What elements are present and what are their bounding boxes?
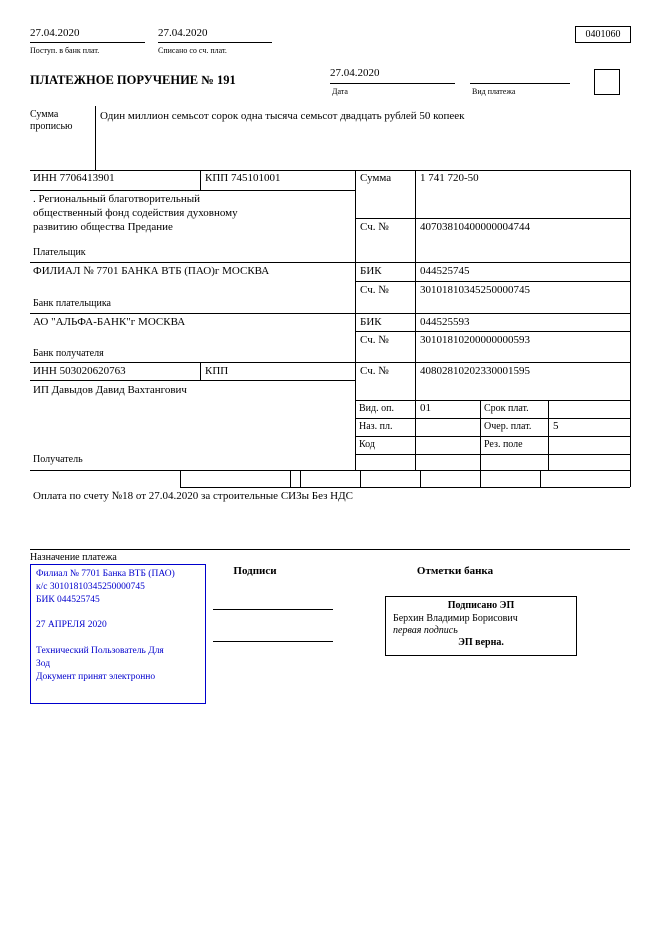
payer-bank-account-label: Сч. № [360,284,389,296]
beneficiary-bank-account-label: Сч. № [360,334,389,346]
payment-kind-label: Вид платежа [472,87,516,96]
purpose-text: Оплата по счету №18 от 27.04.2020 за строительные СИЗы Без НДС [33,490,353,502]
document-date-field: 27.04.2020 [330,67,455,84]
divider [30,190,355,191]
signature-line [213,609,333,610]
rez-pole-label: Рез. поле [484,439,523,450]
divider [355,331,630,332]
ocher-plat-value: 5 [553,420,559,432]
bank-stamp-line: к/с 30101810345250000745 [36,581,145,592]
divider [480,470,481,487]
divider [200,170,201,190]
kod-label: Код [359,439,375,450]
payer-section-label: Плательщик [33,247,86,258]
signature-line [213,641,333,642]
received-date-field: 27.04.2020 [30,27,145,43]
debited-date-field: 27.04.2020 [158,27,272,43]
amount-words-label-line1: Сумма [30,109,59,120]
divider [420,470,421,487]
divider [480,400,481,470]
payer-account: 40703810400000004744 [420,221,530,233]
ocher-plat-label: Очер. плат. [484,421,532,432]
document-title: ПЛАТЕЖНОЕ ПОРУЧЕНИЕ № 191 [30,73,236,87]
vid-op-value: 01 [420,402,431,414]
divider [540,470,541,487]
purpose-label: Назначение платежа [30,552,117,563]
payer-account-label: Сч. № [360,221,389,233]
amount-value: 1 741 720-50 [420,172,479,184]
bank-stamp-date: 27 АПРЕЛЯ 2020 [36,620,107,631]
beneficiary-bank-bik-label: БИК [360,316,382,328]
payer-status-box [594,69,620,95]
payer-bank-section-label: Банк плательщика [33,298,111,309]
amount-in-words-value: Один миллион семьсот сорок одна тысяча семьсот двадцать рублей 50 копеек [100,110,465,122]
amount-label: Сумма [360,172,392,184]
amount-words-label [30,109,92,133]
divider [360,470,361,487]
divider [355,436,630,437]
bank-stamp-box [30,564,206,704]
debited-date-label: Списано со сч. плат. [158,46,227,55]
divider [180,487,630,488]
beneficiary-inn: ИНН 503020620763 [33,365,126,377]
divider [290,470,291,487]
divider [355,454,630,455]
payer-kpp: КПП 745101001 [205,172,281,184]
ep-stamp-note: первая подпись [393,625,458,636]
divider [30,362,630,363]
divider [300,470,301,487]
form-code-box: 0401060 [575,26,631,43]
bank-stamp-line: Филиал № 7701 Банка ВТБ (ПАО) [36,569,175,579]
signatures-title: Подписи [233,565,277,577]
divider [355,170,356,470]
payer-bank-account: 30101810345250000745 [420,284,530,296]
payment-kind-field [470,67,570,84]
payer-bank-bik-label: БИК [360,265,382,277]
divider [548,400,549,470]
beneficiary-name: ИП Давыдов Давид Вахтангович [33,384,187,396]
divider [355,281,630,282]
srok-plat-label: Срок плат. [484,403,529,414]
ep-stamp-verified: ЭП верна. [458,637,504,648]
divider [30,313,630,314]
beneficiary-bank-name: АО "АЛЬФА-БАНК"г МОСКВА [33,316,186,328]
document-date-label: Дата [332,87,348,96]
payer-bank-name: ФИЛИАЛ № 7701 БАНКА ВТБ (ПАО)г МОСКВА [33,265,270,277]
divider [415,170,416,470]
naz-pl-label: Наз. пл. [359,421,393,432]
bank-stamp-user: Технический Пользователь Для Зод [36,646,164,670]
divider [30,380,355,381]
divider [355,418,630,419]
divider [30,549,630,550]
bank-stamp-line: Документ принят электронно [36,671,156,682]
ep-stamp-signer: Берхин Владимир Борисович [393,613,518,624]
beneficiary-bank-bik: 044525593 [420,316,470,328]
divider [180,470,181,487]
bank-marks-title: Отметки банка [416,565,494,577]
payer-inn: ИНН 7706413901 [33,172,115,184]
beneficiary-bank-section-label: Банк получателя [33,348,104,359]
divider [355,218,630,219]
beneficiary-kpp-label: КПП [205,365,229,377]
beneficiary-account: 40802810202330001595 [420,365,530,377]
divider [30,170,630,171]
beneficiary-section-label: Получатель [33,454,83,465]
divider [200,362,201,380]
divider [95,106,96,170]
payer-bank-bik: 044525745 [420,265,470,277]
ep-stamp-title: Подписано ЭП [447,600,515,611]
ep-stamp-box [385,596,577,656]
amount-words-label-line2: прописью [30,121,73,132]
payer-name: . Региональный благотворительный общественный фонд содействия духовному развитию общества Предание [33,193,238,233]
divider [30,262,630,263]
divider [630,170,631,487]
bank-stamp-line: БИК 044525745 [36,594,100,605]
vid-op-label: Вид. оп. [359,403,394,414]
received-date-label: Поступ. в банк плат. [30,46,100,55]
divider [355,400,630,401]
beneficiary-account-label: Сч. № [360,365,389,377]
beneficiary-bank-account: 30101810200000000593 [420,334,530,346]
